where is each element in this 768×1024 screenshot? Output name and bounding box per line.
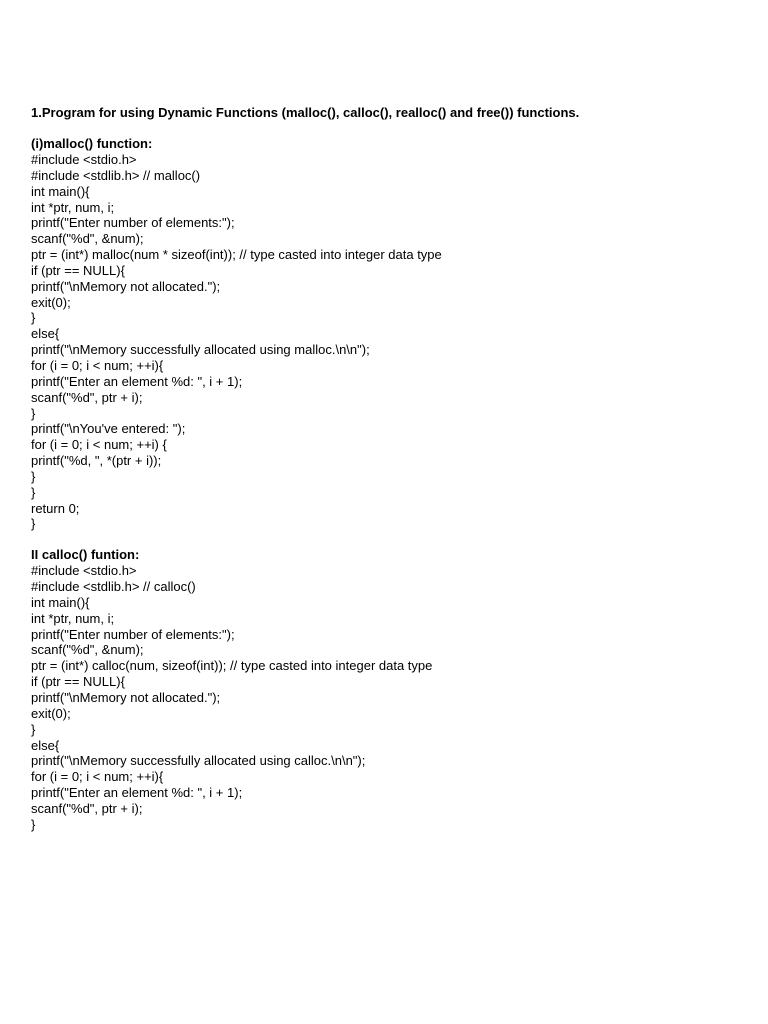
code-line: printf("Enter an element %d: ", i + 1); (31, 373, 243, 389)
code-line: printf("\nMemory not allocated."); (31, 690, 221, 705)
code-line: printf("\nMemory successfully allocated using malloc.\n\n"); (31, 342, 370, 358)
code-line: } (31, 310, 36, 326)
code-line: if (ptr == NULL){ (31, 674, 125, 690)
code-line: printf("\nMemory successfully allocated using calloc.\n\n"); (31, 753, 366, 769)
code-line: return 0; (31, 500, 80, 516)
section-heading: (i)malloc() function: (31, 136, 153, 151)
code-line: int main(){ (31, 594, 90, 610)
document-title: 1.Program for using Dynamic Functions (malloc(), calloc(), realloc() and free()) functions. (31, 105, 580, 120)
code-line: scanf("%d", ptr + i); (31, 389, 143, 405)
code-line: scanf("%d", ptr + i); (31, 800, 143, 816)
code-line: int *ptr, num, i; (31, 199, 115, 215)
code-line: for (i = 0; i < num; ++i){ (31, 769, 164, 785)
code-line: printf("%d, ", *(ptr + i)); (31, 453, 162, 469)
code-line: ptr = (int*) malloc(num * sizeof(int)); // type casted into integer data type (31, 247, 442, 263)
section-heading: II calloc() funtion: (31, 547, 140, 563)
code-line: exit(0); (31, 294, 71, 310)
code-line: } (31, 516, 36, 532)
code-sections (31, 136, 751, 833)
code-line: for (i = 0; i < num; ++i){ (31, 357, 164, 373)
code-line: scanf("%d", &num); (31, 642, 144, 658)
code-line: printf("Enter number of elements:"); (31, 215, 235, 231)
document-page (31, 105, 751, 833)
code-line: ptr = (int*) calloc(num, sizeof(int)); // type casted into integer data type (31, 658, 433, 674)
code-line: exit(0); (31, 705, 71, 721)
code-line: #include <stdlib.h> // calloc() (31, 579, 196, 595)
code-line: } (31, 468, 36, 484)
code-line: if (ptr == NULL){ (31, 262, 125, 278)
code-line: #include <stdlib.h> // malloc() (31, 167, 201, 183)
code-line: printf("\nMemory not allocated."); (31, 278, 221, 294)
code-section (31, 547, 751, 832)
code-line: else{ (31, 737, 60, 753)
code-line: scanf("%d", &num); (31, 231, 144, 247)
code-line: int *ptr, num, i; (31, 610, 115, 626)
code-line: } (31, 405, 36, 421)
code-line: else{ (31, 326, 60, 342)
code-line: } (31, 484, 36, 500)
spacer (31, 121, 751, 136)
code-line: } (31, 816, 36, 832)
code-line: printf("Enter number of elements:"); (31, 626, 235, 642)
spacer (31, 532, 751, 547)
code-line: printf("\nYou've entered: "); (31, 421, 186, 437)
code-line: for (i = 0; i < num; ++i) { (31, 437, 167, 453)
code-line: int main(){ (31, 183, 90, 199)
code-line: } (31, 721, 36, 737)
code-line: #include <stdio.h> (31, 563, 137, 579)
code-section (31, 136, 751, 532)
code-line: #include <stdio.h> (31, 152, 137, 167)
code-line: printf("Enter an element %d: ", i + 1); (31, 785, 243, 801)
